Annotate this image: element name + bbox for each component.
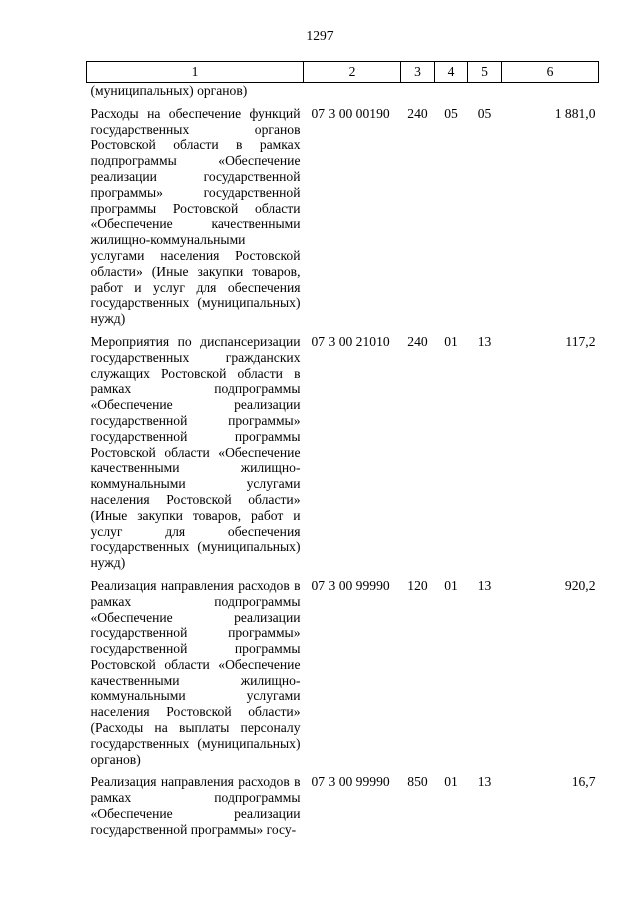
column-header-1: 1 [87,62,304,83]
row-subsection: 13 [477,333,492,349]
row-expense-type: 240 [407,105,428,121]
row-amount: 1 881,0 [554,105,596,121]
table-row [87,578,599,768]
budget-table [86,61,599,838]
row-description: Реализация направления расходов в рамках подпрограммы «Обеспечение реализации государственной программы» государственной программы Ростовской области «Обеспечение качественными жилищно-коммунальными услугами населения Ростовской области» (Расходы на выплаты персоналу государственных (муниципальных) органов) [90,577,301,767]
row-section: 05 [444,105,458,121]
row-subsection: 13 [477,774,492,790]
row-expense-type: 850 [407,774,428,790]
row-target-code: 07 3 00 00190 [311,105,390,121]
row-expense-type: 120 [407,577,428,593]
row-target-code: 07 3 00 21010 [311,333,390,349]
row-description: Расходы на обеспечение функций государственных органов Ростовской области в рамках подпрограммы «Обеспечение реализации государственной программы» государственной программы Ростовской области «Обеспечение качественными жилищно-коммунальными услугами населения Ростовской области» (Иные закупки товаров, работ и услуг для обеспечения государственных (муниципальных) нужд) [90,105,301,327]
table-row [87,334,599,571]
column-header-4: 4 [435,62,468,83]
row-amount: 920,2 [564,577,596,593]
row-expense-type: 240 [407,333,428,349]
row-section: 01 [444,774,458,790]
column-header-3: 3 [401,62,435,83]
row-section: 01 [444,577,458,593]
row-amount: 16,7 [571,774,596,790]
row-target-code: 07 3 00 99990 [311,774,390,790]
row-subsection: 13 [477,577,492,593]
table-header-row [87,62,599,83]
table-row [87,774,599,837]
table-row [87,106,599,327]
continuation-row [87,83,599,99]
row-amount: 117,2 [565,333,596,349]
column-header-5: 5 [468,62,502,83]
column-header-2: 2 [304,62,401,83]
row-subsection: 05 [477,105,492,121]
row-description: Мероприятия по диспансеризации государственных гражданских служащих Ростовской области в рамках подпрограммы «Обеспечение реализации государственной программы» государственной программы Ростовской области «Обеспечение качественными жилищно-коммунальными услугами населения Ростовской области» (Иные закупки товаров, работ и услуг для обеспечения государственных (муниципальных) нужд) [90,333,301,571]
column-header-6: 6 [502,62,599,83]
row-target-code: 07 3 00 99990 [311,577,390,593]
row-section: 01 [444,333,458,349]
row-description: Реализация направления расходов в рамках подпрограммы «Обеспечение реализации государственной программы» госу- [90,774,301,837]
continuation-text: (муниципальных) органов) [90,83,248,98]
page-number: 1297 [306,28,334,43]
